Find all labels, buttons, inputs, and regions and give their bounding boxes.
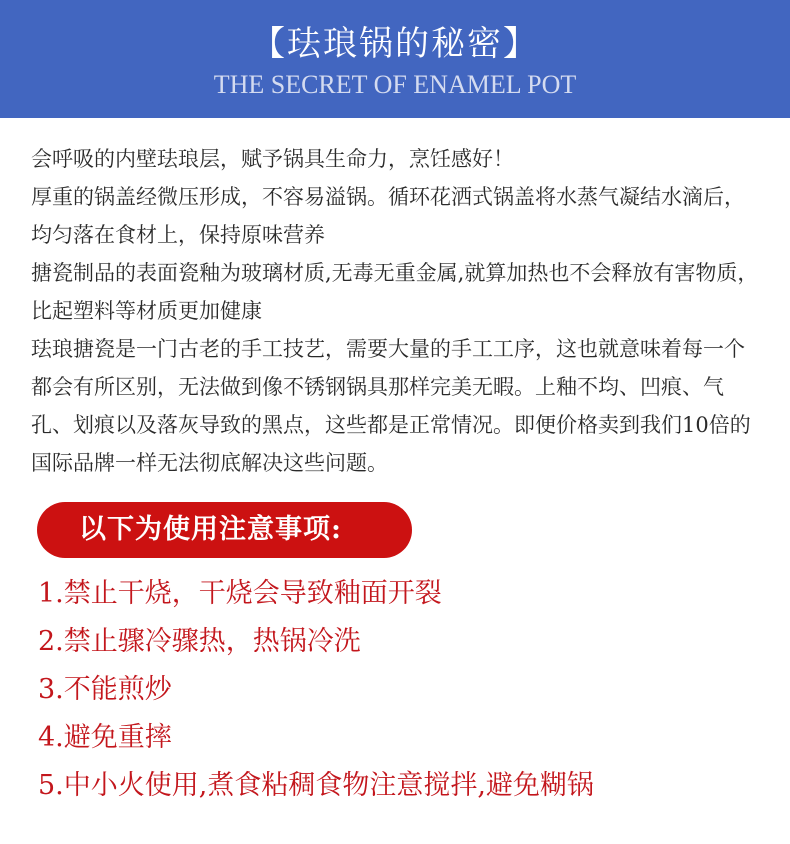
usage-rule-item: 3.不能煎炒: [38, 674, 172, 705]
usage-rules-list: [38, 570, 594, 810]
page-title: 【珐琅锅的秘密】: [251, 24, 539, 64]
description-section: [0, 118, 790, 482]
page-subtitle: THE SECRET OF ENAMEL POT: [213, 70, 577, 99]
usage-rule-item: 2.禁止骤冷骤热，热锅冷洗: [38, 626, 361, 657]
description-paragraph-4: 珐琅搪瓷是一门古老的手工技艺，需要大量的手工工序，这也就意味着每一个都会有所区别，无法做到像不锈钢锅具那样完美无暇。上釉不均、凹痕、气孔、划痕以及落灰导致的黑点，这些都是正常情况。即便价格卖到我们10倍的国际品牌一样无法彻底解决这些问题。: [31, 337, 751, 475]
description-paragraph-1: 会呼吸的内壁珐琅层，赋予锅具生命力，烹饪感好！: [31, 147, 514, 171]
usage-rule-item: 5.中小火使用,煮食粘稠食物注意搅拌,避免糊锅: [38, 770, 594, 801]
usage-notice-badge: 以下为使用注意事项:: [37, 502, 412, 558]
description-paragraph-2: 厚重的锅盖经微压形成，不容易溢锅。循环花洒式锅盖将水蒸气凝结水滴后，均匀落在食材上，保持原味营养: [31, 185, 745, 247]
description-paragraph-3: 搪瓷制品的表面瓷釉为玻璃材质,无毒无重金属,就算加热也不会释放有害物质，比起塑料等材质更加健康: [31, 261, 759, 323]
header-banner: [0, 0, 790, 118]
usage-rule-item: 4.避免重摔: [38, 722, 172, 753]
usage-rule-item: 1.禁止干烧，干烧会导致釉面开裂: [38, 578, 442, 609]
